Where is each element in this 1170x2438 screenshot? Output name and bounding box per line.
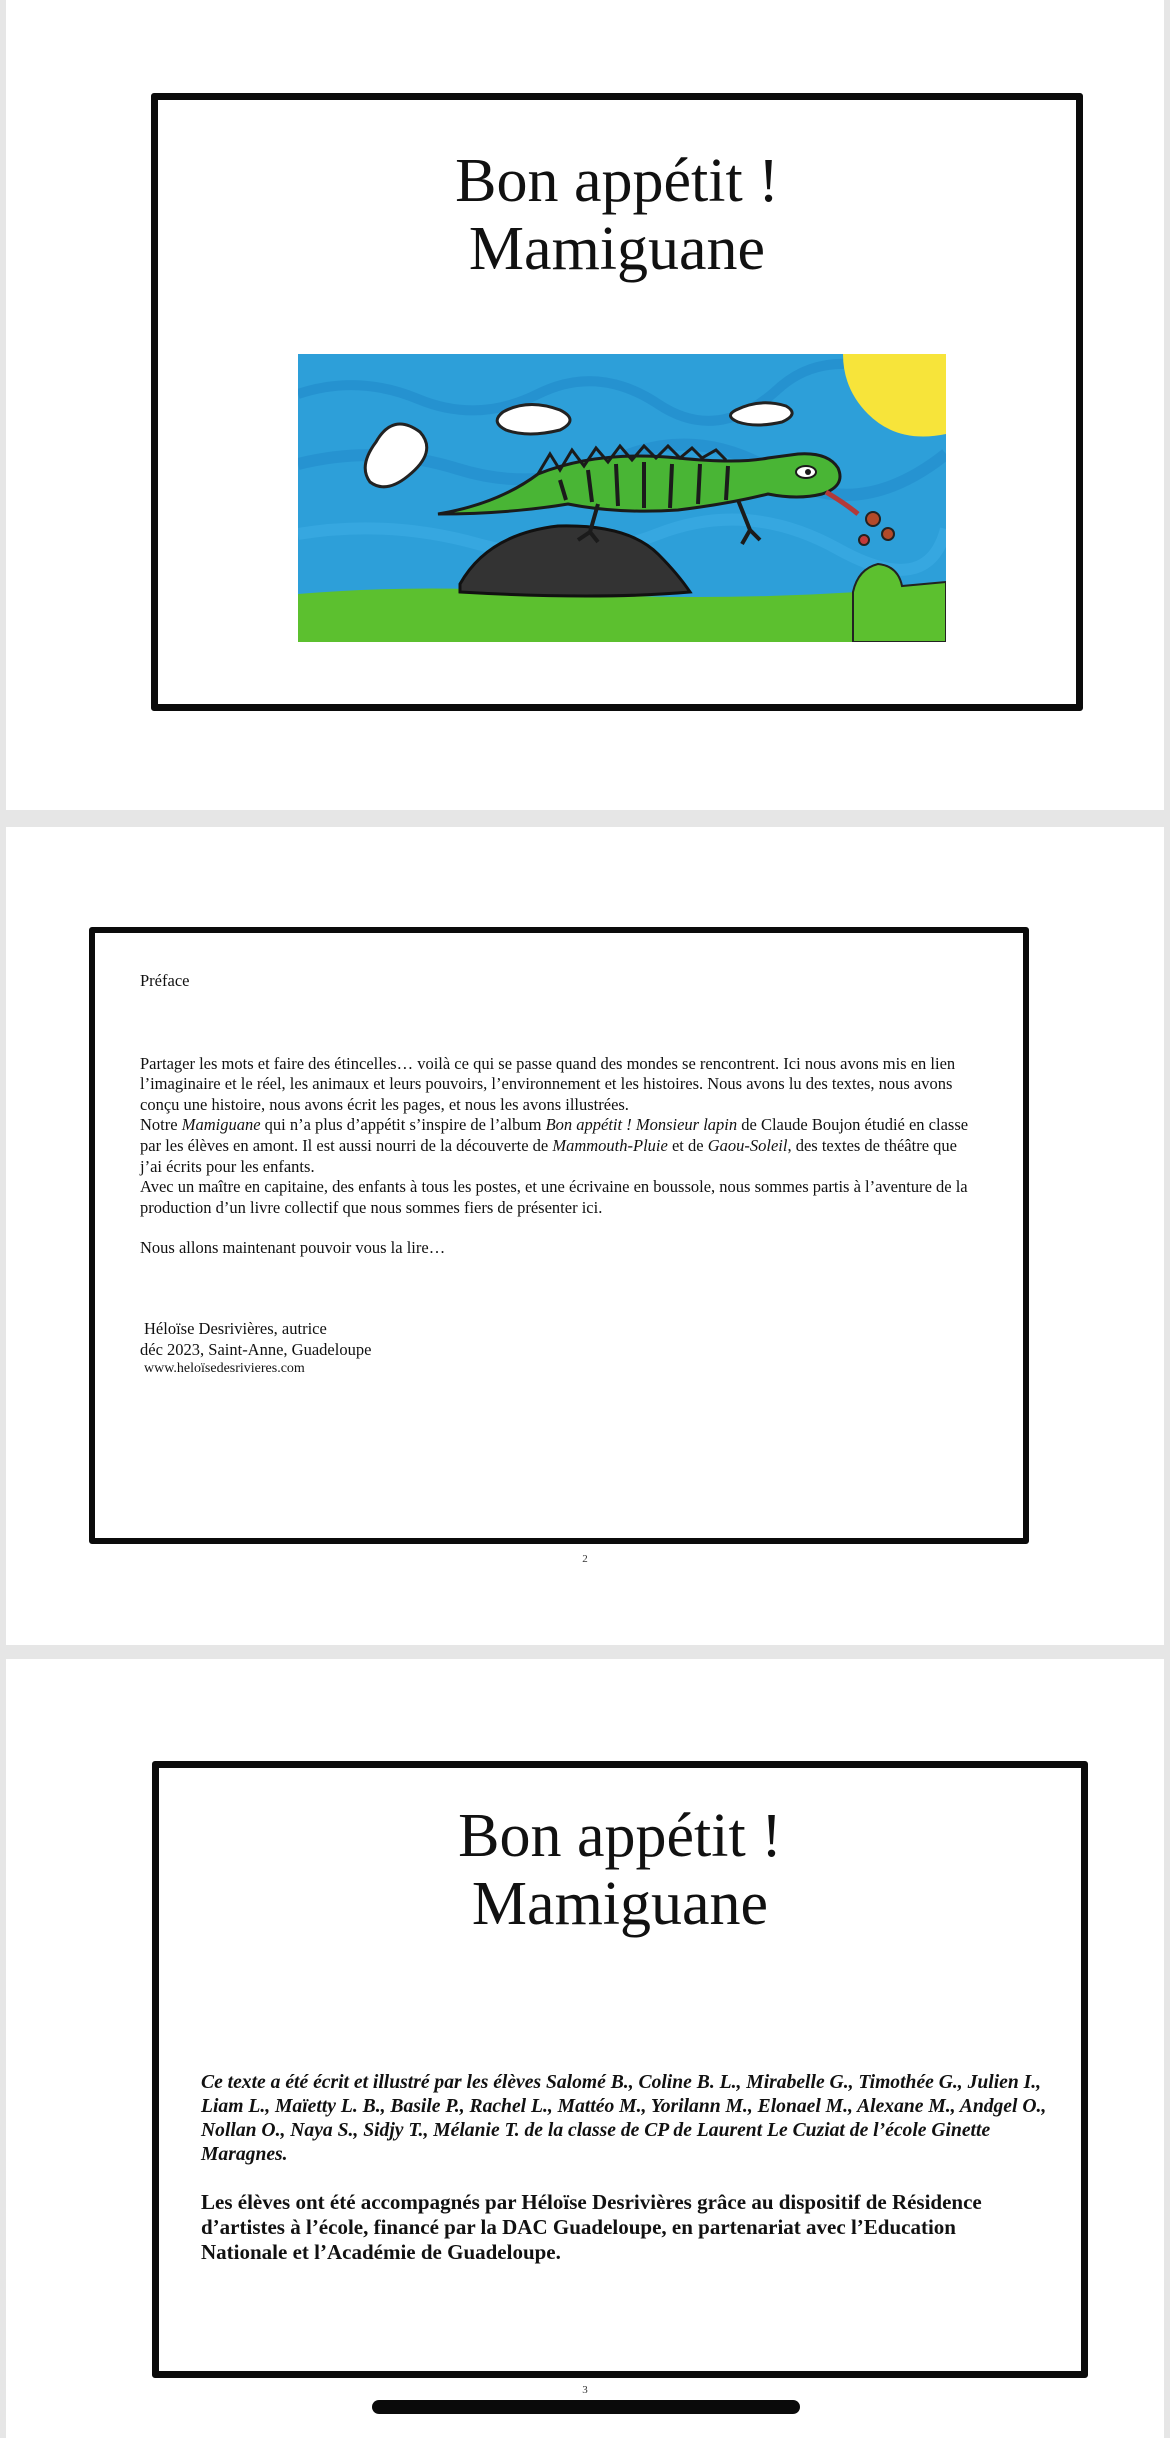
home-indicator[interactable] (372, 2400, 800, 2414)
preface-paragraph-2: Notre Mamiguane qui n’a plus d’appétit s’inspire de l’album Bon appétit ! Monsieur lapin de Claude Boujon étudié en classe par les élèves en amont. Il est aussi nourri de la découverte de Mammouth-Pluie et de Gaou-Soleil, des textes de théâtre que j’ai écrits pour les enfants. (140, 1115, 969, 1176)
page-number: 2 (582, 1553, 588, 1565)
book-page-3 (6, 1659, 1164, 2438)
preface-closing: Nous allons maintenant pouvoir vous la lire… (140, 1238, 446, 1258)
iguana-illustration (298, 354, 946, 642)
signature-name: Héloïse Desrivières, autrice (144, 1318, 327, 1338)
page-frame (89, 927, 1029, 1544)
book-page-1 (6, 0, 1164, 810)
page-number: 3 (582, 2384, 588, 2396)
cloud (497, 404, 570, 434)
credits (201, 2071, 1047, 2265)
page-frame (152, 1761, 1088, 2378)
title-line-1: Bon appétit ! (458, 1802, 782, 1870)
title-line-1: Bon appétit ! (455, 147, 779, 215)
students-credit: Ce texte a été écrit et illustré par les élèves Salomé B., Coline B. L., Mirabelle G., Timothée G., Julien I., Liam L., Maïetty L. B., Basile P., Rachel L., Mattéo M., Yorilann M., Elonael M., Alexane M., Andgel O., Nollan O., Naya S., Sidjy T., Mélanie T. de la classe de CP de Laurent Le Cuziat de l’école Ginette Maragnes. (201, 2072, 1047, 2165)
preface-paragraph-3: Avec un maître en capitaine, des enfants à tous les postes, et une écrivaine en boussole, nous sommes partis à l’aventure de la production d’un livre collectif que nous sommes fiers de présenter ici. (140, 1177, 968, 1217)
title-line-2: Mamiguane (468, 215, 766, 283)
signature-website: www.heloïsedesrivieres.com (144, 1361, 305, 1377)
signature (140, 1319, 970, 1377)
preface-paragraph-1: Partager les mots et faire des étincelles… voilà ce qui se passe quand des mondes se rencontrent. Ici nous avons mis en lien l’imaginaire et le réel, les animaux et leurs pouvoirs, l’environnement et les histoires. Nous avons lu des textes, nous avons conçu une histoire, nous avons écrit les pages, et nous les avons illustrées. (140, 1053, 956, 1114)
book-title (159, 1802, 1081, 1938)
title-line-2: Mamiguane (471, 1870, 769, 1938)
signature-date: déc 2023, Saint-Anne, Guadeloupe (140, 1339, 372, 1359)
page-frame (151, 93, 1083, 711)
book-title (158, 147, 1076, 283)
book-page-2 (6, 827, 1164, 1645)
preface-heading: Préface (140, 971, 190, 990)
partners-credit: Les élèves ont été accompagnés par Héloïse Desrivières grâce au dispositif de Résidence d’artistes à l’école, financé par la DAC Guadeloupe, en partenariat avec l’Education Nationale et l’Académie de Guadeloupe. (201, 2190, 982, 2264)
preface (140, 971, 970, 1377)
